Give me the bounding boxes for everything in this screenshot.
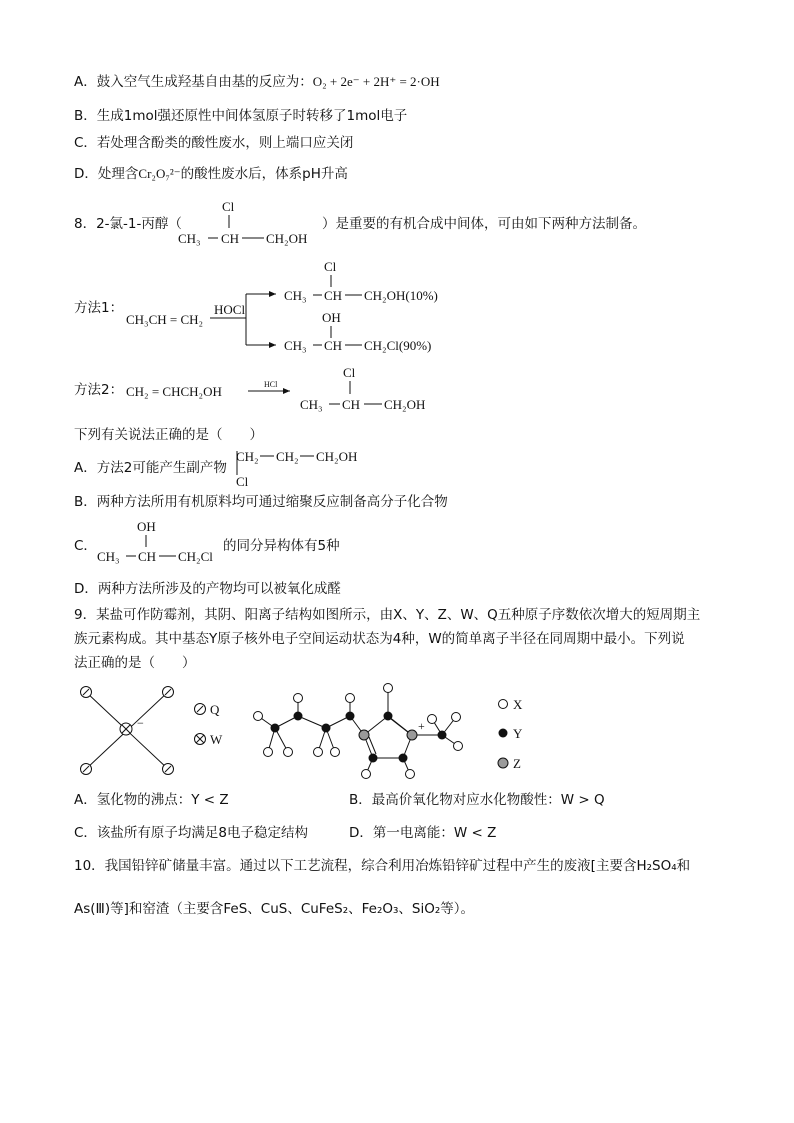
atom-y <box>346 712 355 721</box>
q8-structure-main <box>176 198 326 250</box>
q9-stem-line3: 法正确的是（ ） <box>74 655 196 671</box>
q7-option-d-post: 的酸性废水后，体系pH升高 <box>180 166 348 182</box>
q7-option-d-formula: Cr₂O₇²⁻ <box>138 166 181 181</box>
atom-x <box>284 748 293 757</box>
method1-p1-left: CH₃ <box>284 288 307 303</box>
q8-option-c-pre: C． <box>74 538 97 554</box>
q10-stem-line2: As(Ⅲ)等]和窑渣（主要含FeS、CuS、CuFeS₂、Fe₂O₃、SiO₂等）。 <box>74 901 475 917</box>
q9-option-d: D．第一电离能：W < Z <box>349 825 497 841</box>
anion-charge: − <box>137 716 144 730</box>
method2-p-mid: CH <box>342 397 361 412</box>
method1-p1-top: Cl <box>324 259 337 274</box>
q9-option-b: B．最高价氧化物对应水化物酸性：W > Q <box>349 792 605 808</box>
q9-ion-structure-figure <box>70 680 540 784</box>
method1-p2-left: CH₃ <box>284 338 307 353</box>
q9-stem-line2: 族元素构成。其中基态Y原子核外电子空间运动状态为4种，W的简单离子半径在同周期中最小。下列说 <box>74 631 685 647</box>
q7-option-d-pre: D．处理含 <box>74 166 139 182</box>
q7-option-c: C．若处理含酚类的酸性废水，则上端口应关闭 <box>74 135 354 151</box>
q9-option-a: A．氢化物的沸点：Y < Z <box>74 792 229 808</box>
atom-x <box>264 748 273 757</box>
atom-y <box>399 754 408 763</box>
legend-x-symbol <box>499 700 508 709</box>
method1-p2-right: CH₂Cl(90%) <box>364 338 432 353</box>
struct-c-right: CH₂Cl <box>178 549 213 564</box>
atom-y <box>369 754 378 763</box>
anion-structure <box>81 687 174 775</box>
legend-z-symbol <box>498 758 508 768</box>
struct-c-left: CH₃ <box>97 549 120 564</box>
method1-p1-mid: CH <box>324 288 343 303</box>
atom-x <box>406 770 415 779</box>
atom-x <box>346 694 355 703</box>
method1-p2-mid: CH <box>324 338 343 353</box>
method2-p-left: CH₃ <box>300 397 323 412</box>
q10-stem-line1: 10．我国铅锌矿储量丰富。通过以下工艺流程，综合利用冶炼铅锌矿过程中产生的废液[主要含H₂SO₄和 <box>74 858 691 874</box>
legend-w-label: W <box>210 732 223 747</box>
atom-y <box>322 724 331 733</box>
atom-x <box>454 742 463 751</box>
q7-option-a <box>74 75 440 90</box>
q8-stem-pre: 8．2-氯-1-丙醇（ <box>74 216 182 232</box>
atom-x <box>294 694 303 703</box>
struct-a-c1: CH₂ <box>236 449 259 464</box>
struct-main-mid: CH <box>221 231 240 246</box>
atom-x <box>314 748 323 757</box>
legend-y-symbol <box>499 729 508 738</box>
q8-option-d: D．两种方法所涉及的产物均可以被氧化成醛 <box>74 581 341 597</box>
cation-structure <box>254 684 463 779</box>
method1-scheme <box>124 254 454 359</box>
q7-option-a-text: A．鼓入空气生成羟基自由基的反应为： <box>74 74 313 90</box>
method2-reactant: CH₂ = CHCH₂OH <box>126 384 222 399</box>
q7-option-d <box>74 167 348 182</box>
method2-p-top: Cl <box>343 365 356 380</box>
method1-p2-top: OH <box>322 310 341 325</box>
q7-option-a-formula: O₂ + 2e⁻ + 2H⁺ = 2·OH <box>312 74 440 89</box>
q8-question: 下列有关说法正确的是（ ） <box>74 427 263 443</box>
method1-p1-right: CH₂OH(10%) <box>364 288 438 303</box>
atom-y <box>294 712 303 721</box>
legend-x-label: X <box>513 697 523 712</box>
legend-q-label: Q <box>210 702 220 717</box>
q7-option-b: B．生成1mol强还原性中间体氢原子时转移了1mol电子 <box>74 108 408 124</box>
legend-z-label: Z <box>513 756 521 771</box>
method1-label: 方法1： <box>74 300 124 316</box>
method2-p-right: CH₂OH <box>384 397 426 412</box>
atom-x <box>384 684 393 693</box>
method1-reactant: CH₃CH = CH₂ <box>126 312 204 327</box>
atom-x <box>362 770 371 779</box>
q8-option-b: B．两种方法所用有机原料均可通过缩聚反应制备高分子化合物 <box>74 494 448 510</box>
q8-option-a-structure <box>236 448 376 490</box>
struct-main-right: CH₂OH <box>266 231 308 246</box>
method2-label: 方法2： <box>74 382 124 398</box>
struct-main-top: Cl <box>222 199 235 214</box>
method1-reagent: HOCl <box>214 302 246 317</box>
atom-x <box>331 748 340 757</box>
atom-x <box>452 713 461 722</box>
q8-option-c-post: 的同分异构体有5种 <box>223 538 340 554</box>
atom-y <box>271 724 280 733</box>
q9-option-c: C．该盐所有原子均满足8电子稳定结构 <box>74 825 309 841</box>
q8-option-a: A．方法2可能产生副产物 <box>74 460 227 476</box>
struct-main-left: CH₃ <box>178 231 201 246</box>
atom-z <box>407 730 417 740</box>
atom-z <box>359 730 369 740</box>
arrow-head <box>269 342 276 348</box>
struct-a-bottom: Cl <box>236 474 249 489</box>
struct-c-mid: CH <box>138 549 157 564</box>
atom-x <box>254 712 263 721</box>
q8-option-c-structure <box>95 516 230 566</box>
cation-charge: + <box>418 719 425 733</box>
atom-y <box>438 731 447 740</box>
method2-scheme <box>124 362 444 417</box>
method2-reagent: HCl <box>264 380 278 389</box>
q8-stem-post: ）是重要的有机合成中间体，可由如下两种方法制备。 <box>322 216 646 232</box>
q9-stem-line1: 9．某盐可作防霉剂，其阴、阳离子结构如图所示，由X、Y、Z、W、Q五种原子序数依次增大的短周期主 <box>74 607 701 623</box>
atom-y <box>384 712 393 721</box>
legend-y-label: Y <box>513 726 523 741</box>
struct-a-c3: CH₂OH <box>316 449 358 464</box>
arrow-head <box>283 388 290 394</box>
arrow-head <box>269 291 276 297</box>
atom-x <box>428 715 437 724</box>
struct-c-top: OH <box>137 519 156 534</box>
struct-a-c2: CH₂ <box>276 449 299 464</box>
